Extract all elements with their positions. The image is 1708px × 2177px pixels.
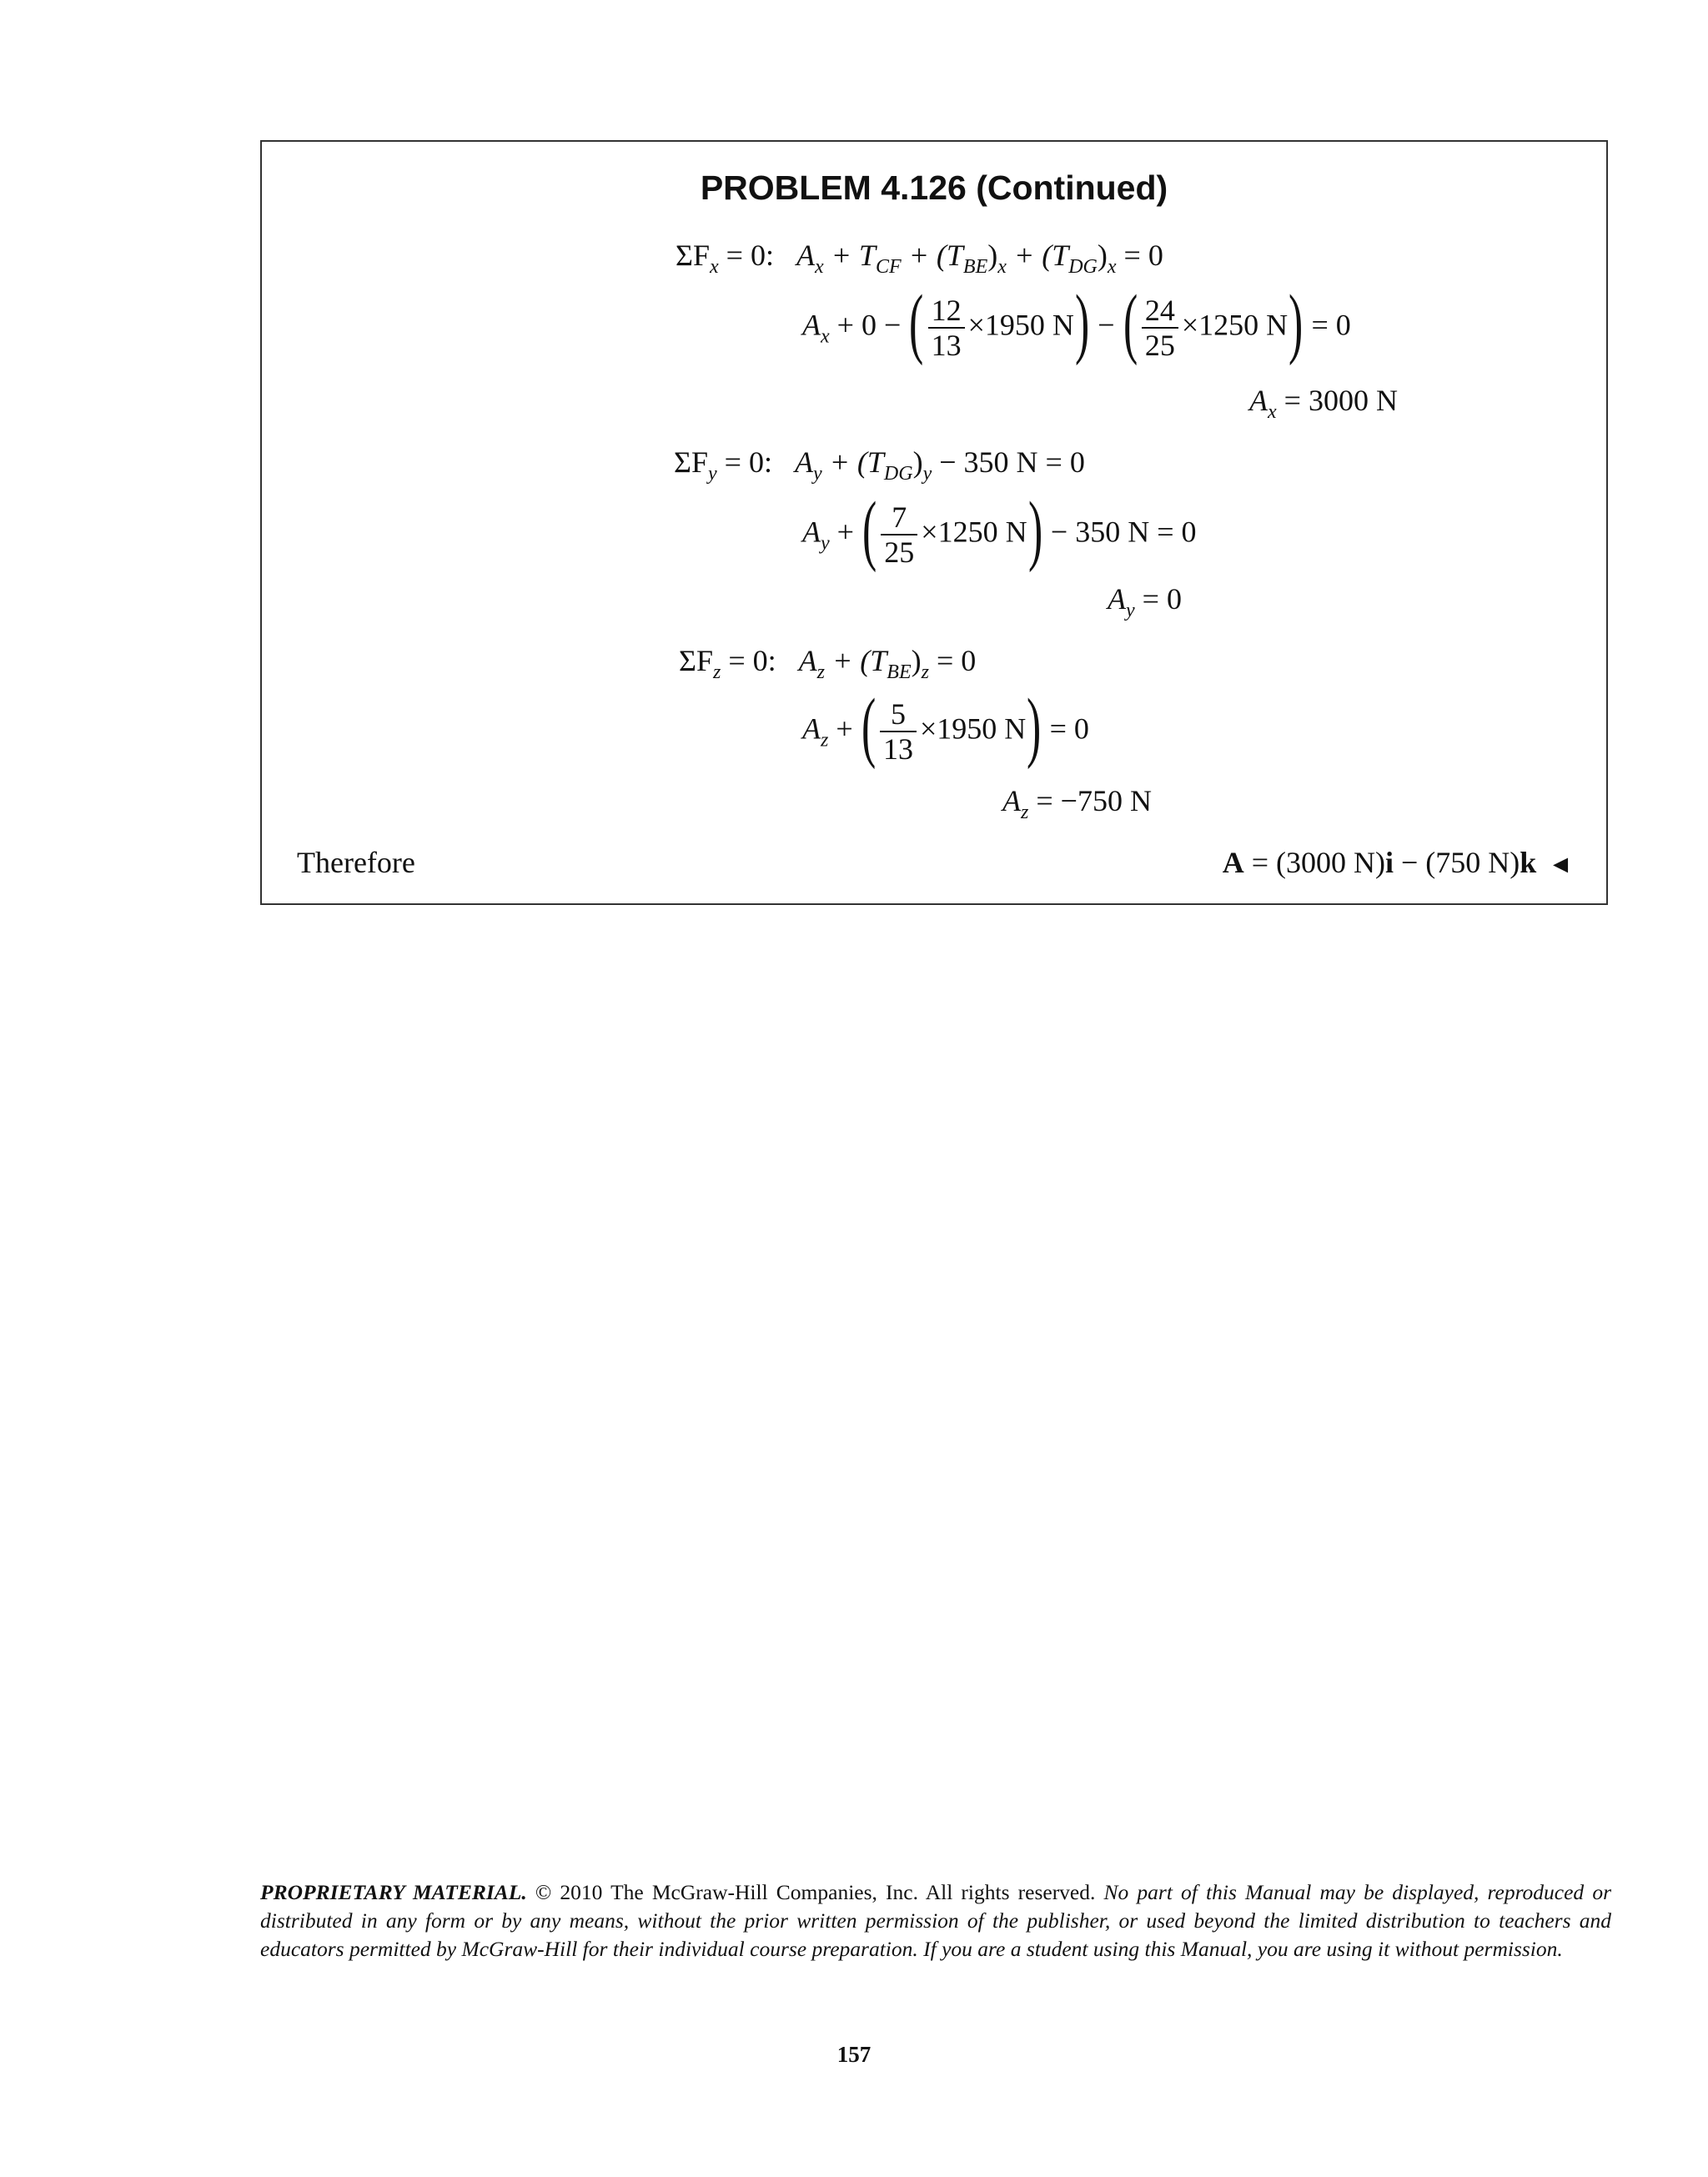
ay-result: $A_y = 0$: [1108, 582, 1182, 621]
right-paren: ): [1027, 683, 1042, 770]
sum-fx-equation: $\Sigma F_x = 0$: $A_x + T_{CF} + (T_{BE})_x + (T_{DG})_x = 0$: [676, 239, 1163, 278]
problem-title: PROBLEM 4.126 (Continued): [700, 168, 1168, 207]
fraction-5-13: $\frac{5}{13}$: [880, 699, 917, 764]
sum-fy-substitution: $A_y$ + ( $\frac{7}{25}$ ×1250 N) − 350 N = 0: [802, 486, 1197, 573]
sum-fz-equation: $\Sigma F_z = 0$: $A_z + (T_{BE})_z = 0$: [679, 644, 977, 683]
fraction-12-13: $\frac{12}{13}$: [928, 295, 965, 360]
right-paren: ): [1289, 279, 1304, 366]
final-answer: A = (3000 N)i − (750 N)k ◄: [1222, 846, 1573, 879]
sum-fx-substitution: $A_x + 0$ − ( $\frac{12}{13}$ ×1950 N) − ( $\frac{24}{25}$ ×1250 N) = 0: [802, 279, 1351, 366]
solution-box: [260, 140, 1608, 905]
right-paren: ): [1027, 486, 1042, 573]
right-paren: ): [1074, 279, 1090, 366]
left-paren: (: [861, 683, 876, 770]
ax-result: $A_x = 3000$ N: [1249, 384, 1398, 423]
answer-marker-icon: ◄: [1548, 851, 1573, 878]
sum-fz-substitution: $A_z$ + ( $\frac{5}{13}$ ×1950 N) = 0: [802, 683, 1089, 770]
az-result: $A_z = -750$ N: [1002, 784, 1152, 823]
left-paren: (: [862, 486, 877, 573]
left-paren: (: [909, 279, 924, 366]
proprietary-notice: PROPRIETARY MATERIAL. © 2010 The McGraw-Hill Companies, Inc. All rights reserved. No part of this Manual may be displayed, reproduced or distributed in any form or by any means, without the prior written permission of the publisher, or used beyond the limited distribution to teachers and educators permitted by McGraw-Hill for their individual course preparation. If you are a student using this Manual, you are using it without permission.: [260, 1880, 1611, 1961]
page-number: 157: [836, 2042, 872, 2067]
left-paren: (: [1123, 279, 1138, 366]
therefore-label: Therefore: [297, 846, 415, 879]
fraction-7-25: $\frac{7}{25}$: [881, 502, 917, 567]
sum-fy-equation: $\Sigma F_y = 0$: $A_y + (T_{DG})_y - 350$ N = 0: [674, 445, 1085, 485]
fraction-24-25: $\frac{24}{25}$: [1142, 295, 1178, 360]
